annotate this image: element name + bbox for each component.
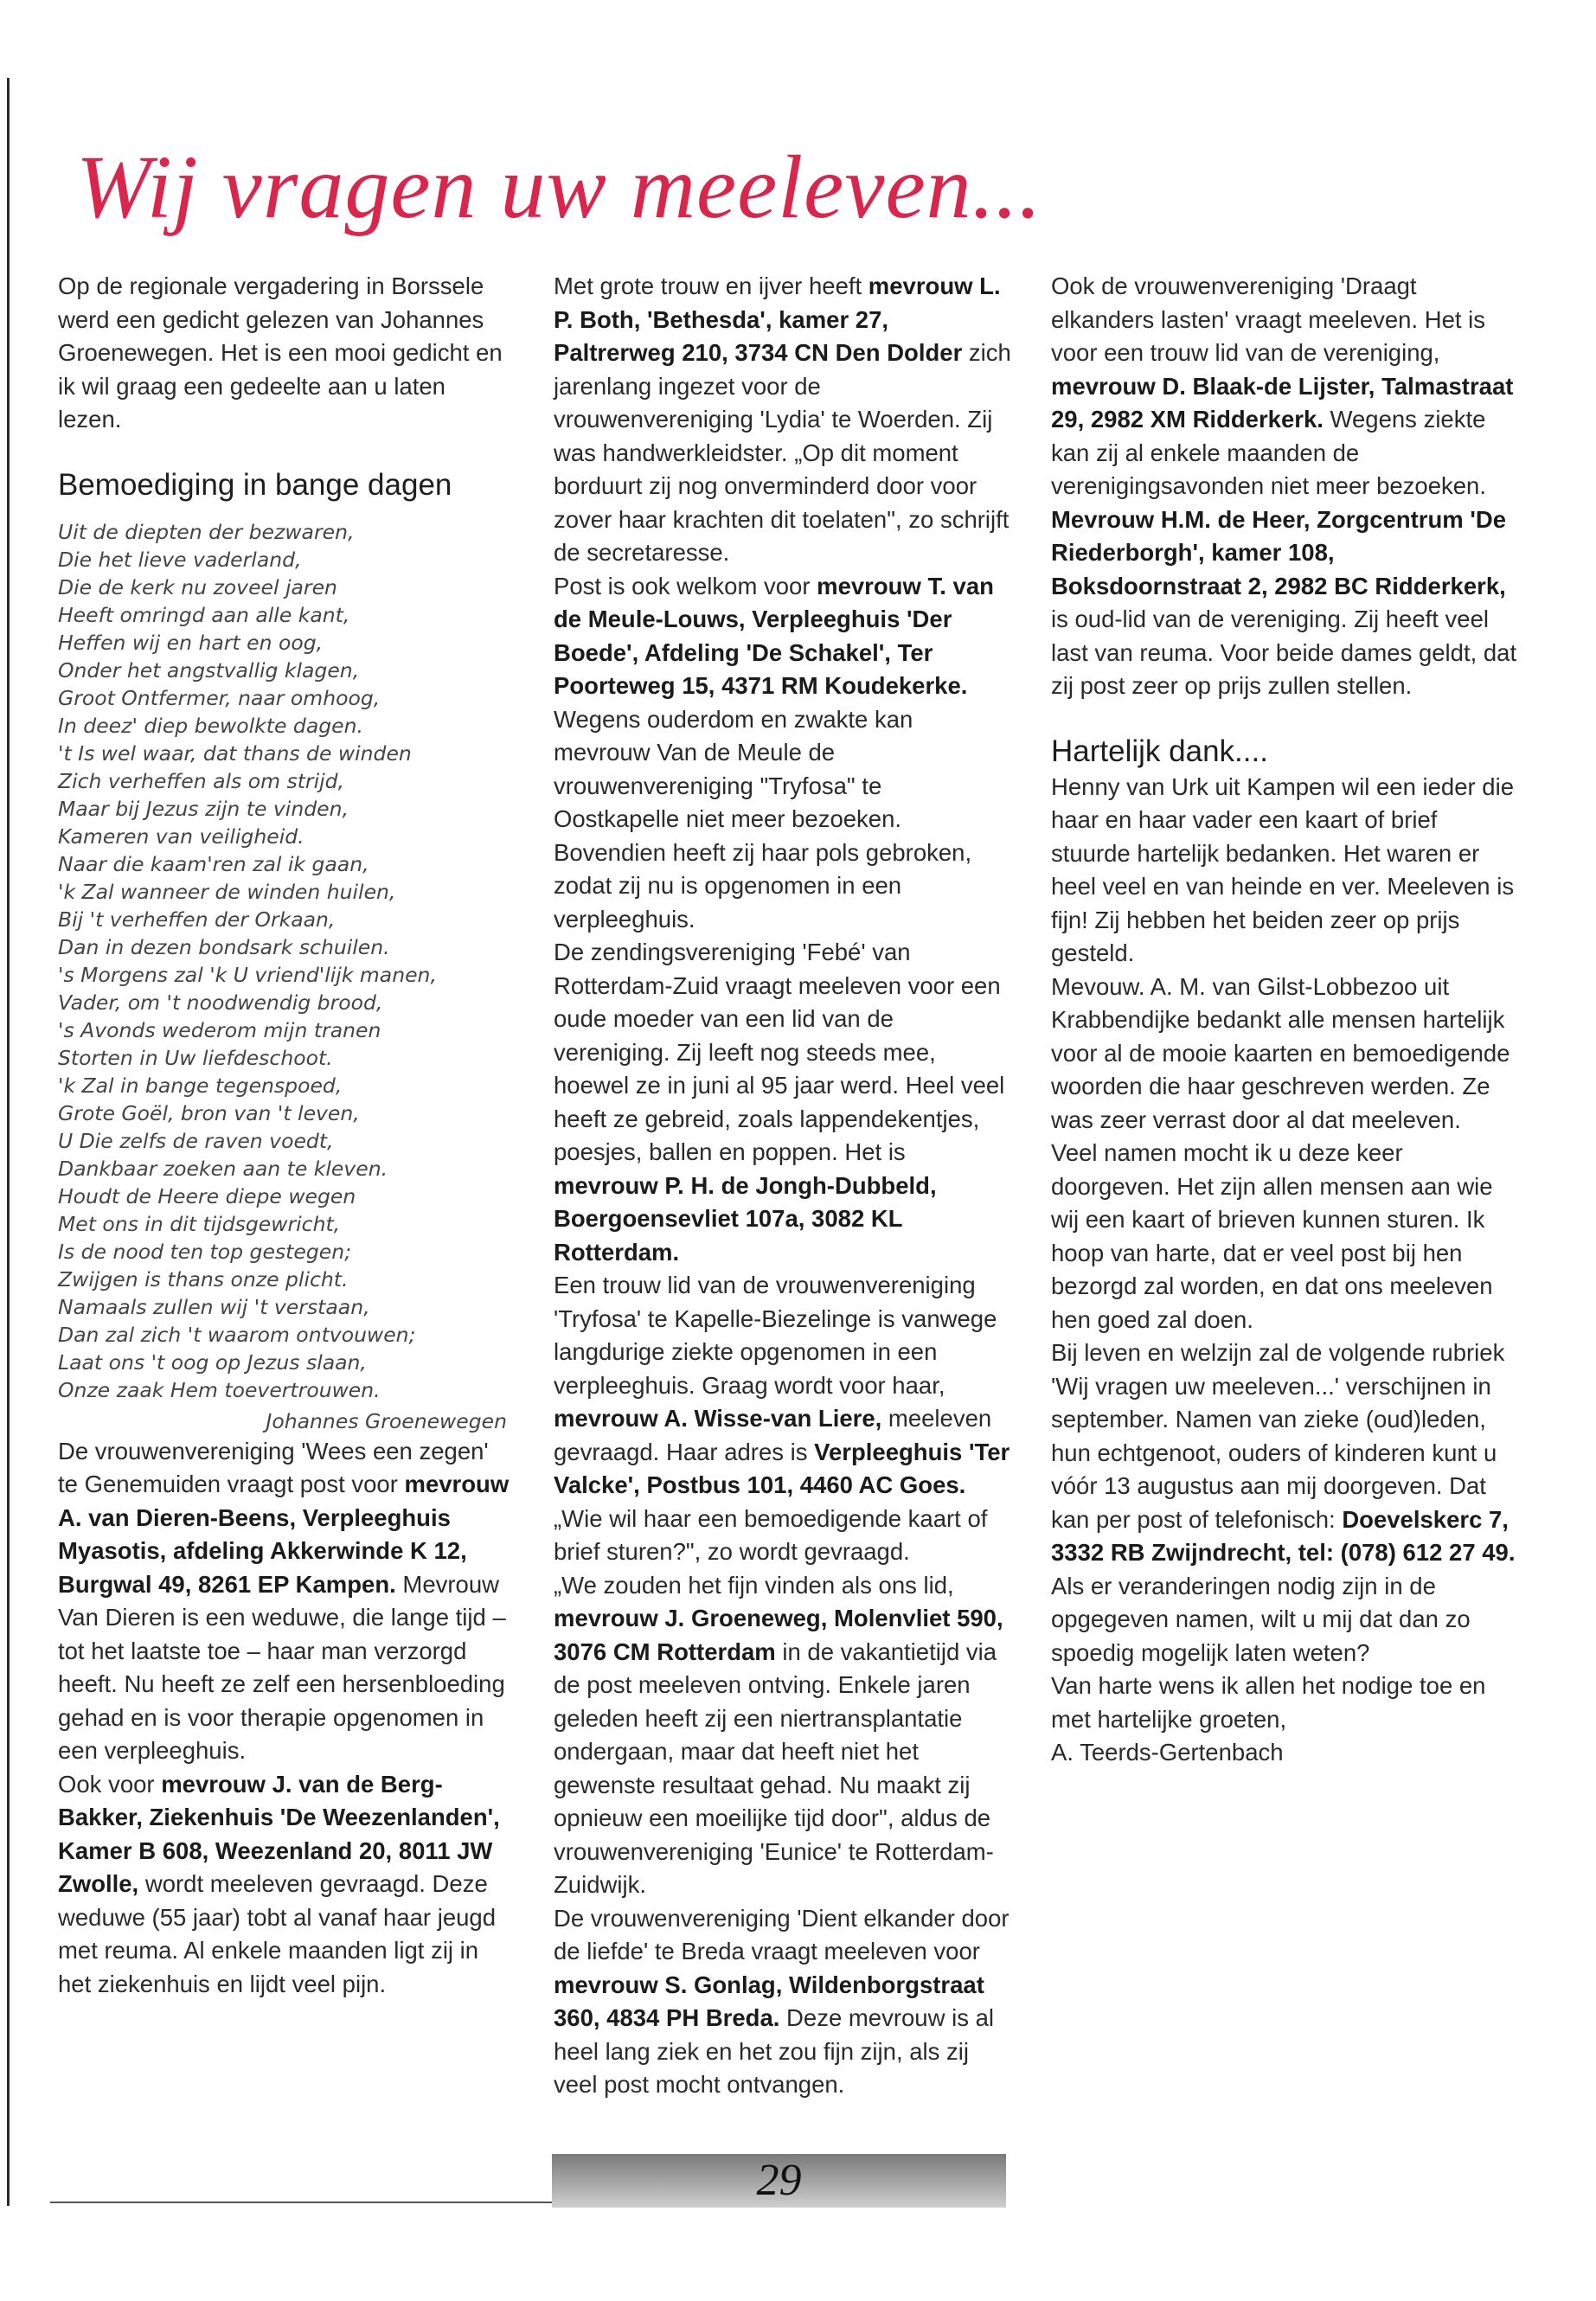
- poem-line: Die de kerk nu zoveel jaren: [58, 574, 337, 599]
- signature: A. Teerds-Gertenbach: [1051, 1739, 1284, 1766]
- request-address: mevrouw L. P. Both, 'Bethesda', kamer 27, Paltrerweg 210, 3734 CN Den Dolder: [554, 272, 1001, 366]
- poem-line: Zwijgen is thans onze plicht.: [58, 1266, 349, 1292]
- poem-line: Heffen wij en hart en oog,: [58, 630, 324, 655]
- poem-author: Johannes Groenewegen: [266, 1408, 507, 1433]
- poem-line: 'k Zal wanneer de winden huilen,: [58, 879, 396, 904]
- thanks-heading: Hartelijk dank....: [1051, 734, 1268, 768]
- request-address: mevrouw P. H. de Jongh-Dubbeld, Boergoensevliet 107a, 3082 KL Rotterdam.: [554, 1171, 937, 1266]
- request-paragraph: De vrouwenvereniging 'Dient elkander door de liefde' te Breda vraagt meeleven voor mevrouw S. Gonlag, Wildenborgstraat 360, 4834 PH Breda. Deze mevrouw is al heel lang ziek en het zou fijn zijn, als zij veel post mocht ontvangen.: [554, 1904, 1010, 2098]
- request-address: Verpleeghuis 'Ter Valcke', Postbus 101, 4460 AC Goes.: [554, 1438, 1010, 1498]
- poem-line: Vader, om 't noodwendig brood,: [58, 990, 383, 1015]
- request-paragraph: De vrouwenvereniging 'Wees een zegen' te Genemuiden vraagt post voor mevrouw A. van Dieren-Beens, Verpleeghuis Myasotis, afdeling Akkerwinde K 12, Burgwal 49, 8261 EP Kampen. Mevrouw Van Dieren is een weduwe, die lange tijd – tot het laatste toe – haar man verzorgd heeft. Nu heeft ze zelf een hersenbloeding gehad en is voor therapie opgenomen in een verpleeghuis.: [58, 1437, 510, 1764]
- poem-line: 't Is wel waar, dat thans de winden: [58, 740, 412, 766]
- poem-line: Kameren van veiligheid.: [58, 824, 304, 849]
- column-3: [1051, 270, 1518, 1770]
- column-2: [554, 270, 1012, 2102]
- poem-line: 's Avonds wederom mijn tranen: [58, 1017, 381, 1042]
- request-paragraph: Mevrouw H.M. de Heer, Zorgcentrum 'De Riederborgh', kamer 108, Boksdoornstraat 2, 2982 BC Ridderkerk, is oud-lid van de vereniging. Zij heeft veel last van reuma. Voor beide dames geldt, dat zij post zeer op prijs zullen stellen.: [1051, 505, 1517, 699]
- poem-line: Houdt de Heere diepe wegen: [58, 1183, 356, 1208]
- request-name: mevrouw A. Wisse-van Liere,: [554, 1405, 882, 1432]
- poem-line: Groot Ontfermer, naar omhoog,: [58, 685, 381, 710]
- poem-line: Heeft omringd aan alle kant,: [58, 602, 350, 627]
- poem: [58, 518, 512, 1435]
- request-address: mevrouw T. van de Meule-Louws, Verpleeghuis 'Der Boede', Afdeling 'De Schakel', Ter Poorteweg 15, 4371 RM Koudekerke.: [554, 572, 994, 699]
- footer-rule: [50, 2202, 554, 2203]
- thanks-paragraph: Henny van Urk uit Kampen wil een ieder die haar en haar vader een kaart of brief stuurde hartelijk bedanken. Het waren er heel veel en van heinde en ver. Meeleven is fijn! Zij hebben het beiden zeer op prijs gesteld.: [1051, 772, 1515, 966]
- request-address: mevrouw J. Groeneweg, Molenvliet 590, 3076 CM Rotterdam: [554, 1605, 1003, 1665]
- column-1: [58, 270, 512, 2001]
- request-address: mevrouw D. Blaak-de Lijster, Talmastraat 29, 2982 XM Ridderkerk.: [1051, 372, 1514, 433]
- poem-line: Bij 't verheffen der Orkaan,: [58, 907, 336, 932]
- closing-paragraph: Veel namen mocht ik u deze keer doorgeven. Het zijn allen mensen aan wie wij een kaart of brieven kunnen sturen. Ik hoop van harte, dat er veel post bij hen bezorgd zal worden, en dat ons meeleven hen goed zal doen.: [1051, 1139, 1493, 1333]
- poem-line: Onze zaak Hem toevertrouwen.: [58, 1377, 381, 1402]
- request-address: mevrouw A. van Dieren-Beens, Verpleeghuis Myasotis, afdeling Akkerwinde K 12, Burgwal 49, 8261 EP Kampen.: [58, 1471, 510, 1598]
- intro-paragraph: Op de regionale vergadering in Borssele werd een gedicht gelezen van Johannes Groenewegen. Het is een mooi gedicht en ik wil graag een gedeelte aan u laten lezen.: [58, 272, 503, 433]
- poem-stanza: [58, 1183, 512, 1435]
- poem-stanza: [58, 740, 512, 961]
- poem-line: Storten in Uw liefdeschoot.: [58, 1045, 333, 1070]
- page-number-bar: [552, 2154, 1006, 2208]
- poem-line: In deez' diep bewolkte dagen.: [58, 713, 363, 738]
- request-paragraph: Post is ook welkom voor mevrouw T. van de Meule-Louws, Verpleeghuis 'Der Boede', Afdeling 'De Schakel', Ter Poorteweg 15, 4371 RM Koudekerke. Wegens ouderdom en zwakte kan mevrouw Van de Meule de vrouwenvereniging "Tryfosa" te Oostkapelle niet meer bezoeken. Bovendien heeft zij haar pols gebroken, zodat zij nu is opgenomen in een verpleeghuis.: [554, 572, 994, 933]
- poem-line: Naar die kaam'ren zal ik gaan,: [58, 851, 369, 876]
- request-address: mevrouw J. van de Berg-Bakker, Ziekenhuis 'De Weezenlanden', Kamer B 608, Weezenland 20, 8011 JW Zwolle,: [58, 1770, 500, 1897]
- poem-line: Dan in dezen bondsark schuilen.: [58, 934, 390, 959]
- poem-line: Onder het angstvallig klagen,: [58, 657, 360, 683]
- poem-line: Is de nood ten top gestegen;: [58, 1239, 352, 1264]
- request-address: mevrouw S. Gonlag, Wildenborgstraat 360, 4834 PH Breda.: [554, 1971, 984, 2031]
- closing-paragraph: Van harte wens ik allen het nodige toe en met hartelijke groeten,: [1051, 1672, 1486, 1733]
- poem-line: Laat ons 't oog op Jezus slaan,: [58, 1349, 367, 1375]
- poem-line: Die het lieve vaderland,: [58, 547, 302, 572]
- poem-line: 's Morgens zal 'k U vriend'lijk manen,: [58, 962, 437, 987]
- article-title: Wij vragen uw meeleven...: [76, 138, 1042, 237]
- left-margin-rule: [7, 78, 10, 2206]
- poem-stanza: [58, 518, 512, 740]
- poem-stanza: [58, 961, 512, 1183]
- poem-line: Zich verheffen als om strijd,: [58, 768, 345, 793]
- poem-line: Namaals zullen wij 't verstaan,: [58, 1294, 370, 1319]
- request-paragraph: Met grote trouw en ijver heeft mevrouw L. P. Both, 'Bethesda', kamer 27, Paltrerweg 210, 3734 CN Den Dolder zich jarenlang ingezet voor de vrouwenvereniging 'Lydia' te Woerden. Zij was handwerkleidster. „Op dit moment borduurt zij nog onverminderd door voor zover haar krachten dit toelaten", zo schrijft de secretaresse.: [554, 272, 1011, 566]
- request-paragraph: De zendingsvereniging 'Febé' van Rotterdam-Zuid vraagt meeleven voor een oude moeder van een lid van de vereniging. Zij leeft nog steeds mee, hoewel ze in juni al 95 jaar werd. Heel veel heeft ze gebreid, zoals lappendekentjes, poesjes, ballen en poppen. Het is mevrouw P. H. de Jongh-Dubbeld, Boergoensevliet 107a, 3082 KL Rotterdam.: [554, 939, 1005, 1266]
- request-paragraph: „We zouden het fijn vinden als ons lid, mevrouw J. Groeneweg, Molenvliet 590, 3076 CM Rotterdam in de vakantietijd via de post meeleven ontving. Enkele jaren geleden heeft zij een niertransplantatie ondergaan, maar dat heeft niet het gewenste resultaat gehad. Nu maakt zij opnieuw een moeilijke tijd door", aldus de vrouwenvereniging 'Eunice' te Rotterdam-Zuidwijk.: [554, 1571, 1003, 1898]
- page-number: 29: [756, 2156, 802, 2205]
- thanks-paragraph: Mevouw. A. M. van Gilst-Lobbezoo uit Krabbendijke bedankt alle mensen hartelijk voor al de mooie kaarten en bemoedigende woorden die haar geschreven werden. Ze was zeer verrast door al dat meeleven.: [1051, 972, 1510, 1133]
- request-paragraph: Ook de vrouwenvereniging 'Draagt elkanders lasten' vraagt meeleven. Het is voor een trouw lid van de vereniging, mevrouw D. Blaak-de Lijster, Talmastraat 29, 2982 XM Ridderkerk. Wegens ziekte kan zij al enkele maanden de verenigingsavonden niet meer bezoeken.: [1051, 272, 1514, 499]
- contact-address: Doevelskerc 7, 3332 RB Zwijndrecht, tel: (078) 612 27 49.: [1051, 1505, 1516, 1566]
- poem-line: U Die zelfs de raven voedt,: [58, 1128, 334, 1153]
- poem-line: Dankbaar zoeken aan te kleven.: [58, 1156, 388, 1181]
- request-paragraph: Ook voor mevrouw J. van de Berg-Bakker, Ziekenhuis 'De Weezenlanden', Kamer B 608, Weezenland 20, 8011 JW Zwolle, wordt meeleven gevraagd. Deze weduwe (55 jaar) tobt al vanaf haar jeugd met reuma. Al enkele maanden ligt zij in het ziekenhuis en lijdt veel pijn.: [58, 1770, 500, 1997]
- request-paragraph: Een trouw lid van de vrouwenvereniging 'Tryfosa' te Kapelle-Biezelinge is vanwege langdurige ziekte opgenomen in een verpleeghuis. Graag wordt voor haar, mevrouw A. Wisse-van Liere, meeleven gevraagd. Haar adres is Verpleeghuis 'Ter Valcke', Postbus 101, 4460 AC Goes. „Wie wil haar een bemoedigende kaart of brief sturen?", zo wordt gevraagd.: [554, 1272, 1010, 1565]
- poem-line: Maar bij Jezus zijn te vinden,: [58, 796, 349, 821]
- poem-line: Met ons in dit tijdsgewricht,: [58, 1211, 341, 1236]
- request-address: Mevrouw H.M. de Heer, Zorgcentrum 'De Riederborgh', kamer 108, Boksdoornstraat 2, 2982 BC Ridderkerk,: [1051, 505, 1507, 599]
- poem-line: Dan zal zich 't waarom ontvouwen;: [58, 1322, 416, 1347]
- poem-line: Uit de diepten der bezwaren,: [58, 519, 355, 544]
- closing-paragraph: Bij leven en welzijn zal de volgende rubriek 'Wij vragen uw meeleven...' verschijnen in september. Namen van zieke (oud)leden, hun echtgenoot, ouders of kinderen kunt u vóór 13 augustus aan mij doorgeven. Dat kan per post of telefonisch: Doevelskerc 7, 3332 RB Zwijndrecht, tel: (078) 612 27 49. Als er veranderingen nodig zijn in de opgegeven namen, wilt u mij dat dan zo spoedig mogelijk laten weten?: [1051, 1339, 1516, 1666]
- poem-line: Grote Goël, bron van 't leven,: [58, 1100, 360, 1125]
- poem-line: 'k Zal in bange tegenspoed,: [58, 1073, 343, 1098]
- poem-title: Bemoediging in bange dagen: [58, 467, 452, 502]
